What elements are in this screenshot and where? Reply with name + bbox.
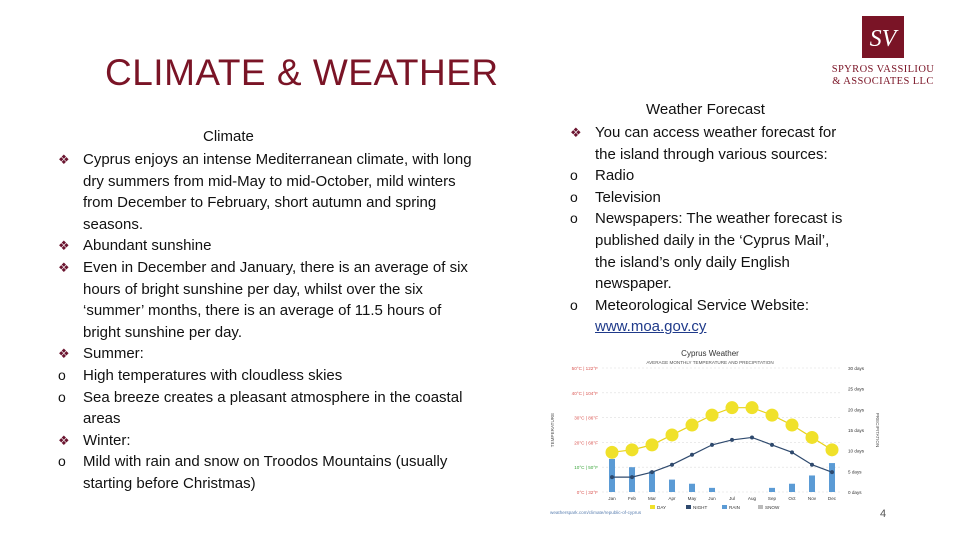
- day-temperature-point: [786, 419, 799, 432]
- night-temperature-point: [670, 463, 674, 467]
- circle-bullet-icon: o: [58, 388, 66, 405]
- y-left-tick-label: 40°C | 104°F: [571, 390, 598, 396]
- bullet-text: Even in December and January, there is an average of six: [83, 258, 468, 276]
- bullet-text: High temperatures with cloudless skies: [83, 366, 343, 384]
- day-temperature-point: [706, 409, 719, 422]
- circle-bullet-icon: o: [570, 188, 578, 205]
- sub-bullet-item: [570, 208, 890, 294]
- night-temperature-point: [690, 453, 694, 457]
- climate-list: [58, 149, 533, 495]
- bullet-item: [58, 257, 533, 343]
- day-temperature-point: [746, 401, 759, 414]
- sub-bullet-item: [58, 365, 533, 387]
- bullet-text: Mild with rain and snow on Troodos Mountains (usually: [83, 453, 448, 471]
- legend-swatch: [722, 505, 727, 509]
- climate-heading: Climate: [203, 128, 254, 145]
- slide-title: CLIMATE & WEATHER: [105, 52, 499, 93]
- diamond-bullet-icon: ❖: [58, 238, 70, 254]
- day-temperature-point: [726, 401, 739, 414]
- y-right-tick-label: 5 days: [848, 469, 862, 475]
- logo-line-2: & ASSOCIATES LLC: [832, 76, 934, 87]
- x-tick-label: Dec: [827, 496, 837, 501]
- y-left-tick-label: 30°C | 86°F: [574, 415, 598, 421]
- legend-label: SNOW: [765, 505, 780, 510]
- day-temperature-point: [806, 431, 819, 444]
- night-temperature-point: [730, 438, 734, 442]
- bullet-text: Summer:: [83, 345, 144, 363]
- day-temperature-point: [646, 438, 659, 451]
- forecast-list: [570, 122, 890, 338]
- forecast-heading: Weather Forecast: [646, 101, 765, 118]
- bullet-text: Newspapers: The weather forecast is: [595, 210, 843, 228]
- y-left-tick-label: 20°C | 68°F: [574, 440, 598, 446]
- y-right-tick-label: 25 days: [848, 386, 865, 392]
- bullet-text: the island’s only daily English: [595, 253, 790, 271]
- day-temperature-point: [826, 443, 839, 456]
- rain-bar: [829, 463, 835, 492]
- night-temperature-point: [710, 443, 714, 447]
- x-tick-label: Nov: [807, 496, 817, 501]
- x-tick-label: Oct: [788, 496, 796, 501]
- chart-subtitle: AVERAGE MONTHLY TEMPERATURE AND PRECIPITATION: [646, 360, 774, 365]
- diamond-bullet-icon: ❖: [58, 346, 70, 362]
- bullet-text: Winter:: [83, 431, 131, 449]
- x-tick-label: Jul: [729, 496, 735, 501]
- x-tick-label: Jun: [708, 496, 716, 501]
- night-temperature-point: [810, 463, 814, 467]
- sub-bullet-item: [570, 295, 890, 338]
- legend-swatch: [650, 505, 655, 509]
- day-temperature-point: [766, 409, 779, 422]
- bullet-item: [58, 235, 533, 257]
- rain-bar: [769, 488, 775, 492]
- bullet-text: newspaper.: [595, 275, 672, 293]
- rain-bar: [629, 467, 635, 492]
- x-tick-label: May: [687, 496, 697, 501]
- y-left-tick-label: 0°C | 32°F: [576, 490, 598, 495]
- bullet-text: Sea breeze creates a pleasant atmosphere in the coastal: [83, 388, 463, 406]
- rain-bar: [809, 475, 815, 492]
- night-temperature-point: [630, 475, 634, 479]
- y-right-tick-label: 20 days: [848, 407, 865, 413]
- bullet-text: You can access weather forecast for: [595, 124, 837, 141]
- night-temperature-point: [610, 475, 614, 479]
- sub-bullet-item: [58, 451, 533, 494]
- cyprus-weather-chart: [540, 344, 880, 516]
- y-left-tick-label: 50°C | 122°F: [571, 366, 598, 371]
- bullet-text: Meteorological Service Website:: [595, 296, 809, 314]
- bullet-text: from December to February, short autumn and spring: [83, 194, 437, 212]
- circle-bullet-icon: o: [570, 296, 578, 313]
- bullet-item: [58, 149, 533, 235]
- logo-monogram: [862, 16, 904, 58]
- legend-label: NIGHT: [693, 505, 708, 510]
- bullet-text: seasons.: [83, 215, 144, 233]
- rain-bar: [649, 471, 655, 492]
- x-tick-label: Sep: [767, 496, 777, 501]
- bullet-text: Television: [595, 188, 661, 206]
- night-temperature-line: [612, 437, 832, 477]
- night-temperature-point: [790, 450, 794, 454]
- y-left-axis-label: TEMPERATURE: [550, 412, 555, 448]
- diamond-bullet-icon: ❖: [58, 432, 70, 448]
- bullet-text: Cyprus enjoys an intense Mediterranean climate, with long: [83, 151, 472, 168]
- logo-line-1: SPYROS VASSILIOU: [831, 64, 935, 75]
- night-temperature-point: [650, 470, 654, 474]
- bullet-text: starting before Christmas): [83, 474, 256, 492]
- circle-bullet-icon: o: [570, 210, 578, 227]
- company-logo: [828, 16, 938, 90]
- y-right-tick-label: 0 days: [848, 490, 862, 495]
- chart-title: Cyprus Weather: [681, 349, 739, 358]
- bullet-text: ‘summer’ months, there is an average of 11.5 hours of: [83, 302, 442, 320]
- x-tick-label: Mar: [648, 496, 656, 501]
- y-right-tick-label: 15 days: [848, 428, 865, 433]
- chart-source: weatherspark.com/climate/republic-of-cyprus: [550, 510, 642, 515]
- legend-label: RAIN: [729, 505, 740, 510]
- bullet-item: [58, 343, 533, 365]
- legend-swatch: [758, 505, 763, 509]
- rain-bar: [689, 484, 695, 492]
- x-tick-label: Apr: [668, 496, 676, 501]
- bullet-item: [58, 430, 533, 452]
- weather-website-link[interactable]: www.moa.gov.cy: [595, 318, 707, 336]
- day-temperature-point: [686, 419, 699, 432]
- circle-bullet-icon: o: [58, 453, 66, 470]
- bullet-text: areas: [83, 410, 121, 428]
- circle-bullet-icon: o: [58, 366, 66, 383]
- sub-bullet-item: [58, 387, 533, 430]
- x-tick-label: Aug: [747, 496, 757, 501]
- diamond-bullet-icon: ❖: [58, 152, 70, 167]
- night-temperature-point: [770, 443, 774, 447]
- rain-bar: [669, 480, 675, 492]
- x-tick-label: Feb: [628, 496, 636, 501]
- logo-monogram-text: SV: [869, 26, 897, 52]
- legend-label: DAY: [657, 505, 667, 510]
- diamond-bullet-icon: ❖: [570, 125, 582, 140]
- bullet-text: published daily in the ‘Cyprus Mail’,: [595, 231, 830, 249]
- bullet-text: dry summers from mid-May to mid-October, mild winters: [83, 172, 456, 190]
- diamond-bullet-icon: ❖: [58, 259, 70, 275]
- night-temperature-point: [830, 470, 834, 474]
- page-number: 4: [880, 508, 887, 520]
- rain-bar: [789, 484, 795, 492]
- bullet-text: Abundant sunshine: [83, 237, 212, 255]
- sub-bullet-item: [570, 187, 890, 209]
- bullet-text: the island through various sources:: [595, 145, 828, 163]
- y-right-axis-label: PRECIPITATION: [875, 412, 880, 448]
- day-temperature-point: [666, 428, 679, 441]
- bullet-text: Radio: [595, 167, 635, 185]
- bullet-item: [570, 122, 890, 165]
- night-temperature-point: [750, 435, 754, 439]
- day-temperature-point: [606, 446, 619, 459]
- circle-bullet-icon: o: [570, 167, 578, 184]
- y-right-tick-label: 30 days: [848, 366, 865, 371]
- day-temperature-point: [626, 443, 639, 456]
- rain-bar: [709, 488, 715, 492]
- x-tick-label: Jan: [608, 496, 616, 501]
- y-left-tick-label: 10°C | 50°F: [574, 465, 598, 471]
- bullet-text: hours of bright sunshine per day, whilst over the six: [83, 280, 423, 298]
- sub-bullet-item: [570, 165, 890, 187]
- legend-swatch: [686, 505, 691, 509]
- day-temperature-line: [612, 408, 832, 453]
- y-right-tick-label: 10 days: [848, 448, 865, 454]
- bullet-text: bright sunshine per day.: [83, 323, 242, 341]
